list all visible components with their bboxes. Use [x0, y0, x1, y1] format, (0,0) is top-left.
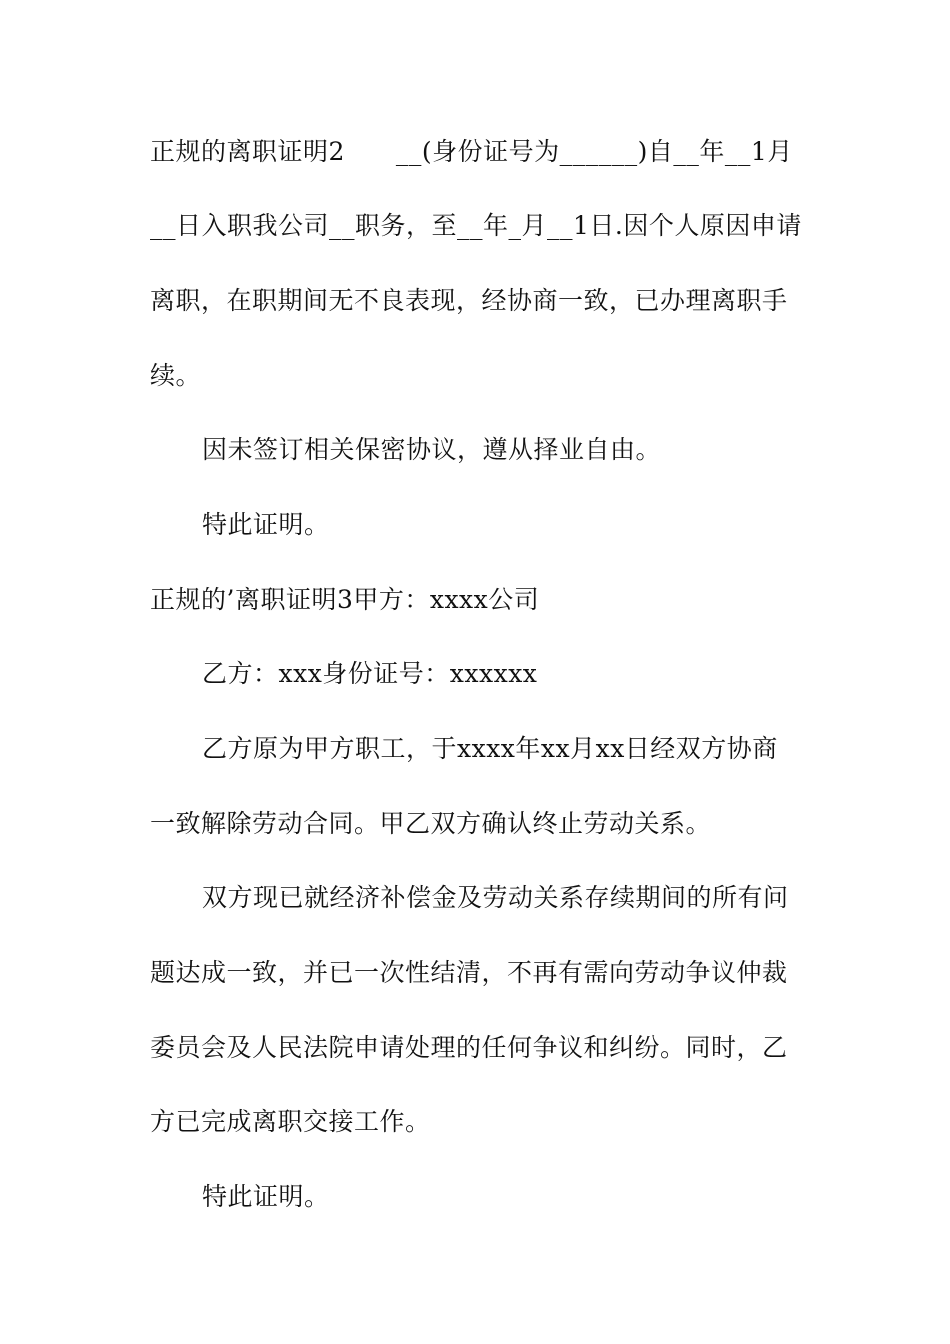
document-line-6: 特此证明。	[202, 510, 330, 539]
document-line-9: 乙方原为甲方职工，于xxxx年xx月xx日经双方协商	[202, 734, 778, 763]
document-line-3: 离职，在职期间无不良表现，经协商一致，已办理离职手	[150, 286, 788, 315]
document-line-7: 正规的’离职证明3甲方：xxxx公司	[150, 585, 540, 614]
document-line-8: 乙方：xxx身份证号：xxxxxx	[202, 659, 538, 688]
document-line-14: 方已完成离职交接工作。	[150, 1107, 431, 1136]
document-line-10: 一致解除劳动合同。甲乙双方确认终止劳动关系。	[150, 809, 712, 838]
document-line-4: 续。	[150, 361, 202, 390]
document-line-2: __日入职我公司__职务，至__年_月__1日.因个人原因申请	[150, 211, 802, 240]
document-line-13: 委员会及人民法院申请处理的任何争议和纠纷。同时，乙	[150, 1033, 788, 1062]
document-line-15: 特此证明。	[202, 1182, 330, 1211]
document-line-1: 正规的离职证明2 __(身份证号为______)自__年__1月	[150, 137, 793, 166]
document-line-11: 双方现已就经济补偿金及劳动关系存续期间的所有问	[202, 883, 789, 912]
document-line-5: 因未签订相关保密协议，遵从择业自由。	[202, 435, 662, 464]
document-line-12: 题达成一致，并已一次性结清，不再有需向劳动争议仲裁	[150, 958, 788, 987]
